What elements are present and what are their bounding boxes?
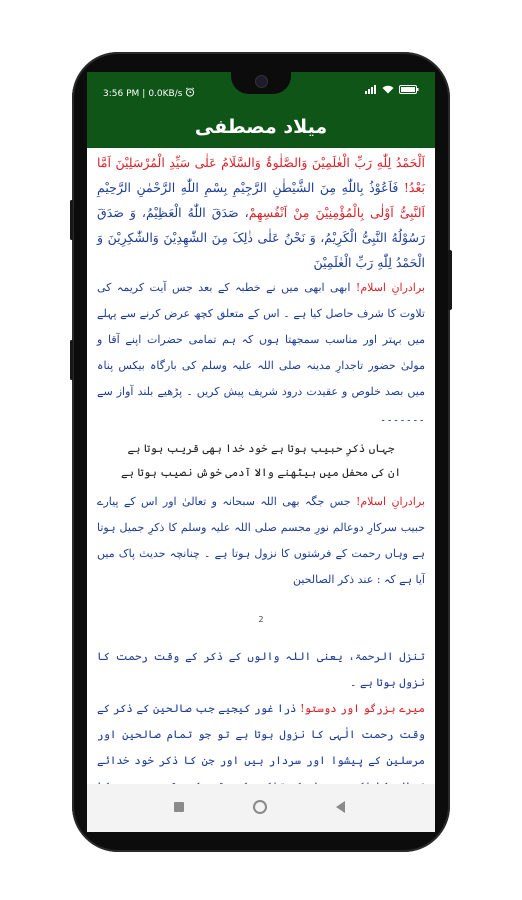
app-bar: [87, 110, 435, 148]
volume-button-lower: [70, 340, 73, 380]
arabic-intro-part6: ، صَدَقَ اللّٰهُ الْعَظِیْمُ، وَ صَدَقَ رَسُوْلُهُ النَّبِیُّ الْکَرِیْمُ، وَ نَحْنُ عَلٰی ذٰلِکَ مِنَ الشّٰهِدِیْنَ وَالشّٰکِرِیْنَ وَ الْحَمْدُ لِلّٰهِ رَبِّ الْعٰلَمِیْنَ: [97, 205, 425, 270]
wifi-icon: [382, 85, 394, 97]
arabic-intro-part1: اَلْحَمْدُ لِلّٰهِ رَبِّ الْعٰلَمِیْنَ وَالصَّلٰوۃُ وَالسَّلَامُ عَلٰی سَیِّدِ الْمُرْسَلِیْنَ: [110, 155, 425, 170]
screen: [87, 72, 435, 832]
paragraph-1-lead: برادرانِ اسلام!: [355, 281, 425, 294]
status-time: 3:56 PM: [103, 88, 140, 99]
poetry-couplet: [87, 437, 435, 485]
paragraph-4-lead: میرے بزرگو اور دوستو!: [300, 702, 426, 715]
navigation-bar: [87, 784, 435, 832]
arabic-intro-part5: اَلنَّبِیُّ اَوْلٰی بِالْمُؤْمِنِیْنَ مِنْ اَنْفُسِهِمْ: [248, 205, 425, 220]
triangle-back-icon[interactable]: [336, 801, 345, 813]
network-speed: 0.0KB/s: [148, 88, 183, 99]
paragraph-1-text: ابھی ابھی میں نے خطبہ کے بعد جس آیت کریمہ کی تلاوت کا شرف حاصل کیا ہے ۔ اس کے متعلق کچھ عرض کرنے سے پہلے میں بہتر اور مناسب سمجھتا ہوں کہ ہم تمامی حضرات اپنے آقا و مولیٰ حضور تاجدارِ مدینہ صلی اللہ علیہ وسلم کی بارگاہ بیکس پناہ میں بصد خلوص و عقیدت درود شریف پیش کریں ۔ پڑھیے بلند آواز سے: [97, 281, 425, 398]
article-content[interactable]: [87, 148, 435, 784]
front-camera-icon: [256, 76, 267, 87]
battery-icon: [399, 85, 419, 97]
status-separator: |: [142, 88, 146, 99]
paragraph-2-lead: برادرانِ اسلام!: [355, 495, 425, 508]
camera-notch: [231, 72, 291, 94]
arabic-intro-part4: بِسْمِ اللّٰهِ الرَّحْمٰنِ الرَّحِیْمِ: [97, 180, 228, 195]
alarm-clock-icon: [185, 87, 195, 100]
arabic-intro-part2: اَمَّا بَعْدُ!: [97, 155, 425, 195]
circle-home-icon[interactable]: [253, 800, 267, 814]
page-number: 2: [258, 615, 264, 624]
paragraph-1-dashes: ۔۔۔۔۔۔۔: [379, 411, 425, 424]
couplet-line-2: ان کی محفل میں بیٹھنے والا آدمی خوش نصیب ہوتا ہے: [121, 466, 401, 479]
paragraph-4-text: ذرا غور کیجیے جب صالحین کے ذکر کے وقت رحمت الٰہی کا نزول ہوتا ہے تو جو تمام صالحین اور مرسلین کے پیشوا اور سردار ہیں اور جن کا ذکر خود خدائے: [97, 702, 425, 767]
paragraph-2-text: جس جگہ بھی اللہ سبحانہ و تعالیٰ اور اس کے پیارے حبیب سرکارِ دوعالم نورِ مجسم صلی اللہ علیہ وسلم کا ذکرِ جمیل ہوتا ہے وہاں رحمت کے فرشتوں کا نزول ہوتا ہے ۔ چنانچہ حدیث پاک میں آیا ہے کہ : عند ذکر الصالحین: [97, 495, 425, 586]
paragraph-1: [87, 275, 435, 431]
power-button: [448, 250, 452, 310]
arabic-intro: [87, 150, 435, 275]
volume-button: [70, 200, 73, 240]
paragraph-3-text: تنزل الرحمۃ، یعنی اللہ والوں کے ذکر کے وقت رحمت کا نزول ہوتا ہے ۔: [97, 650, 425, 689]
app-title: میلاد مصطفی: [194, 116, 328, 138]
square-recents-icon[interactable]: [174, 802, 184, 812]
status-right: [365, 85, 419, 97]
signal-icon: [365, 85, 377, 97]
couplet-line-1: جہاں ذکرِ حبیب ہوتا ہے خود خدا بھی قریب ہوتا ہے: [127, 442, 395, 455]
arabic-intro-part3: فَاَعُوْذُ بِاللّٰهِ مِنَ الشَّیْطٰنِ الرَّجِیْمِ: [227, 180, 404, 195]
status-left: [103, 87, 195, 100]
paragraph-2: [87, 489, 435, 593]
paragraph-3: [87, 644, 435, 696]
